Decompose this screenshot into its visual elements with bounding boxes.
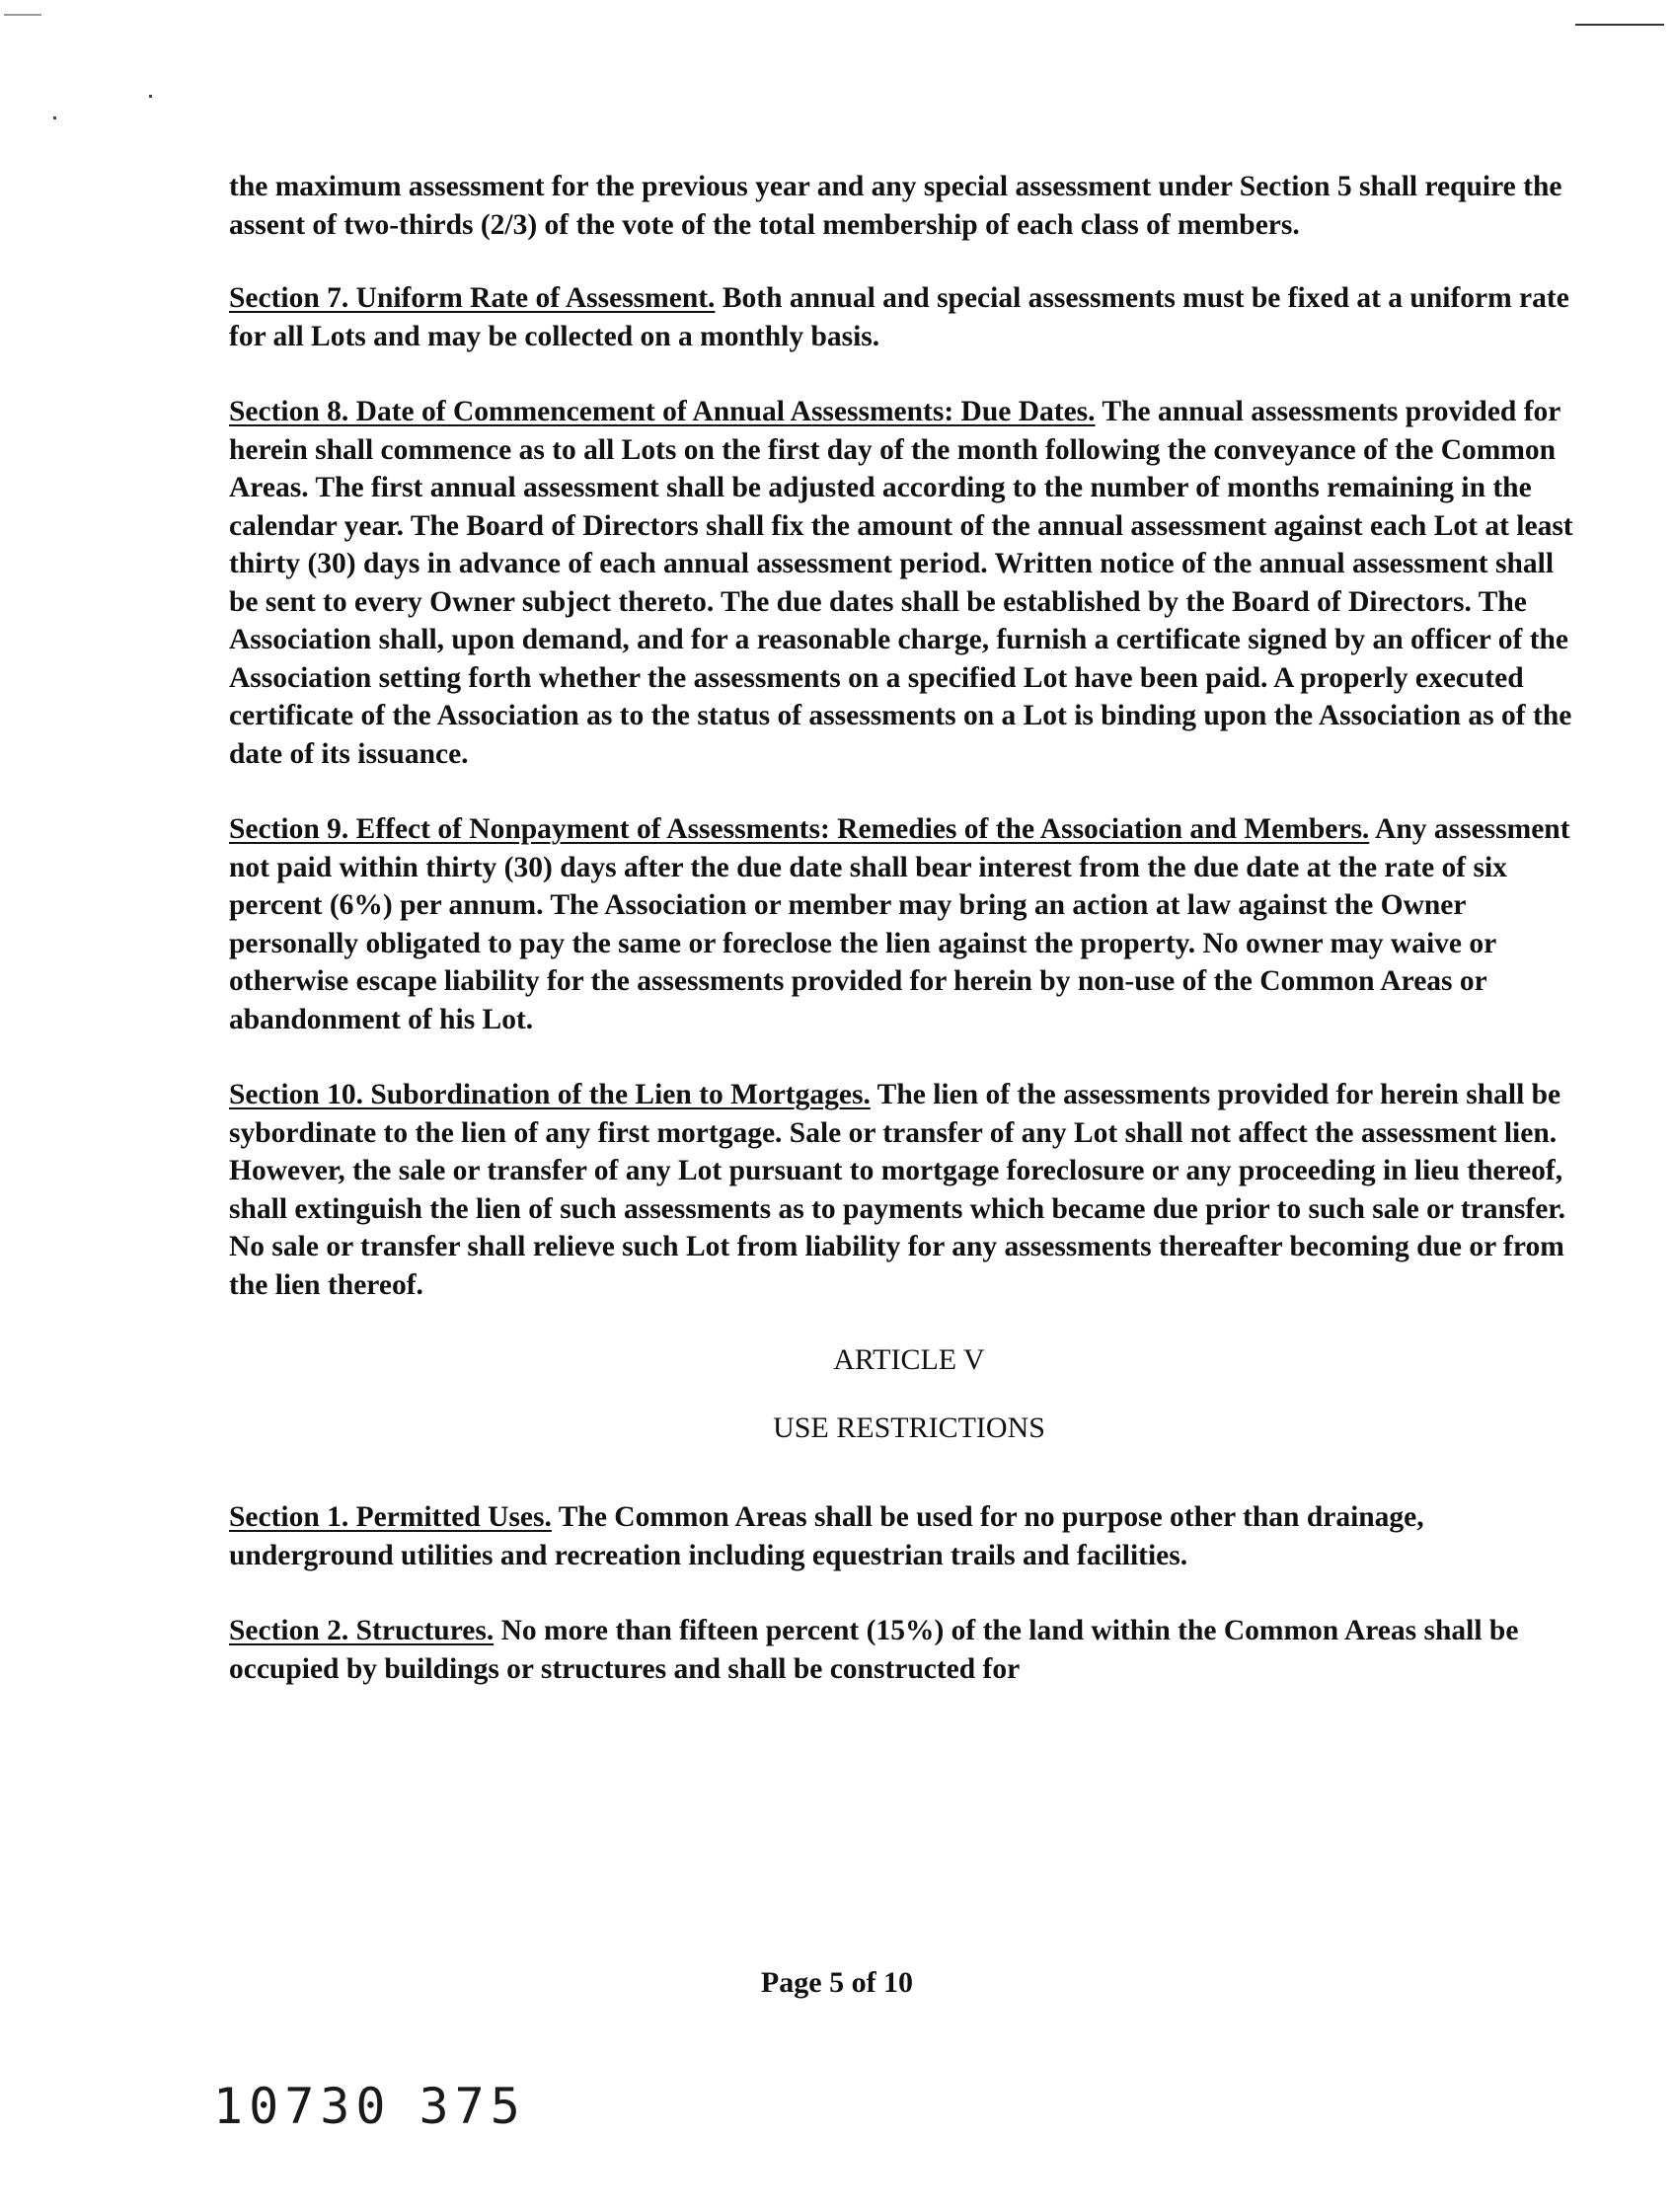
section-7-text: Both annual and special assessments must be fixed at a uniform rate for all Lots and may be collected on a monthly basis.	[229, 282, 1569, 352]
paragraph-text: the maximum assessment for the previous year and any special assessment under Section 5 shall require the assent of two-thirds (2/3) of the vote of the total membership of each class of members.	[229, 171, 1562, 241]
article-title: USE RESTRICTIONS	[773, 1411, 1045, 1444]
document-body	[229, 168, 1589, 1725]
use-section-1-paragraph	[229, 1498, 1589, 1574]
section-9-heading: Section 9. Effect of Nonpayment of Assessments: Remedies of the Association and Members.	[229, 813, 1370, 845]
use-section-1-heading: Section 1. Permitted Uses.	[229, 1501, 552, 1533]
section-8-heading: Section 8. Date of Commencement of Annual Assessments: Due Dates.	[229, 396, 1096, 427]
scan-dot	[149, 95, 152, 98]
section-9-paragraph	[229, 810, 1589, 1038]
section-10-paragraph	[229, 1076, 1589, 1304]
scan-dot	[53, 116, 56, 119]
stamp-book-number: 10730	[213, 2078, 392, 2135]
stamp-page-number: 375	[418, 2078, 526, 2135]
scan-mark-top-left	[4, 14, 41, 16]
article-number: ARTICLE V	[833, 1343, 985, 1376]
section-7-heading: Section 7. Uniform Rate of Assessment.	[229, 282, 716, 314]
use-section-2-paragraph	[229, 1612, 1589, 1688]
use-section-1-text: The Common Areas shall be used for no purpose other than drainage, underground utilities and recreation including equestrian trails and facilities.	[229, 1501, 1424, 1571]
section-7-paragraph	[229, 279, 1589, 355]
section-8-text: The annual assessments provided for herein shall commence as to all Lots on the first day of the month following the conveyance of the Common Areas. The first annual assessment shall be adjusted according to the number of months remaining in the calendar year. The Board of Directors shall fix the amount of the annual assessment against each Lot at least thirty (30) days in advance of each annual assessment period. Written notice of the annual assessment shall be sent to every Owner subject thereto. The due dates shall be established by the Board of Directors. The Association shall, upon demand, and for a reasonable charge, furnish a certificate signed by an officer of the Association setting forth whether the assessments on a specified Lot have been paid. A properly executed certificate of the Association as to the status of assessments on a Lot is binding upon the Association as of the date of its issuance.	[229, 396, 1573, 770]
use-section-2-text: No more than fifteen percent (15%) of the land within the Common Areas shall be occupied by buildings or structures and shall be constructed for	[229, 1615, 1519, 1685]
page-number: Page 5 of 10	[760, 1966, 914, 1999]
use-section-2-heading: Section 2. Structures.	[229, 1615, 495, 1646]
section-9-text: Any assessment not paid within thirty (30) days after the due date shall bear interest from the due date at the rate of six percent (6%) per annum. The Association or member may bring an action at law against the Owner personally obligated to pay the same or foreclose the lien against the property. No owner may waive or otherwise escape liability for the assessments provided for herein by non-use of the Common Areas or abandonment of his Lot.	[229, 813, 1570, 1035]
section-10-text: The lien of the assessments provided for herein shall be sybordinate to the lien of any first mortgage. Sale or transfer of any Lot shall not affect the assessment lien. However, the sale or transfer of any Lot pursuant to mortgage foreclosure or any proceeding in lieu thereof, shall extinguish the lien of such assessments as to payments which became due prior to such sale or transfer. No sale or transfer shall relieve such Lot from liability for any assessments thereafter becoming due or from the lien thereof.	[229, 1079, 1566, 1301]
paragraph-continuation	[229, 168, 1589, 244]
section-10-heading: Section 10. Subordination of the Lien to Mortgages.	[229, 1079, 871, 1110]
section-8-paragraph	[229, 393, 1589, 773]
recording-stamp	[213, 2078, 526, 2135]
scan-mark-top-right	[1575, 24, 1664, 26]
